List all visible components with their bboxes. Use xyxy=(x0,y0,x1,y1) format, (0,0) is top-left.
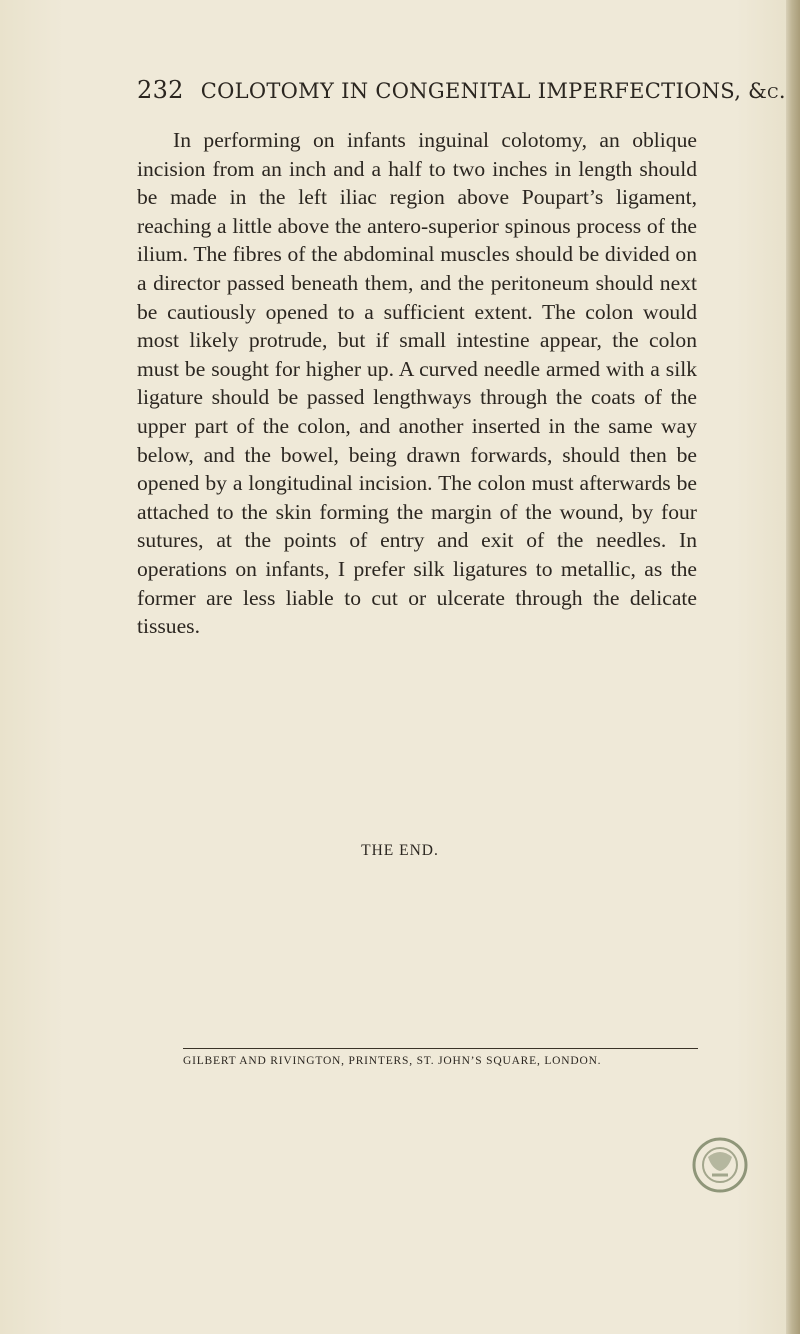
running-head xyxy=(137,76,786,104)
the-end: THE END. xyxy=(361,842,439,859)
imprint-rule xyxy=(183,1048,698,1049)
printer-imprint: GILBERT AND RIVINGTON, PRINTERS, ST. JOHN’S SQUARE, LONDON. xyxy=(183,1055,602,1067)
paragraph: In performing on infants inguinal colotomy, an oblique incision from an inch and a half to two inches in length should be made in the left iliac region above Poupart’s ligament, reaching a little above the antero-superior spinous process of the ilium. The fibres of the abdominal muscles should be divided on a director passed beneath them, and the peritoneum should next be cautiously opened to a sufficient extent. The colon would most likely protrude, but if small intestine appear, the colon must be sought for higher up. A curved needle armed with a silk ligature should be passed lengthways through the coats of the upper part of the colon, and another inserted in the same way below, and the bowel, being drawn forwards, should then be opened by a longitudinal incision. The colon must afterwards be attached to the skin forming the margin of the wound, by four sutures, at the points of entry and exit of the needles. In operations on infants, I prefer silk ligatures to metallic, as the former are less liable to cut or ulcerate through the delicate tissues. xyxy=(137,128,697,639)
running-title: COLOTOMY IN CONGENITAL IMPERFECTIONS, &c. xyxy=(200,79,786,103)
library-stamp-icon xyxy=(690,1135,750,1195)
body-text xyxy=(137,126,697,641)
page-number: 232 xyxy=(137,76,184,104)
page-edge xyxy=(786,0,800,1334)
